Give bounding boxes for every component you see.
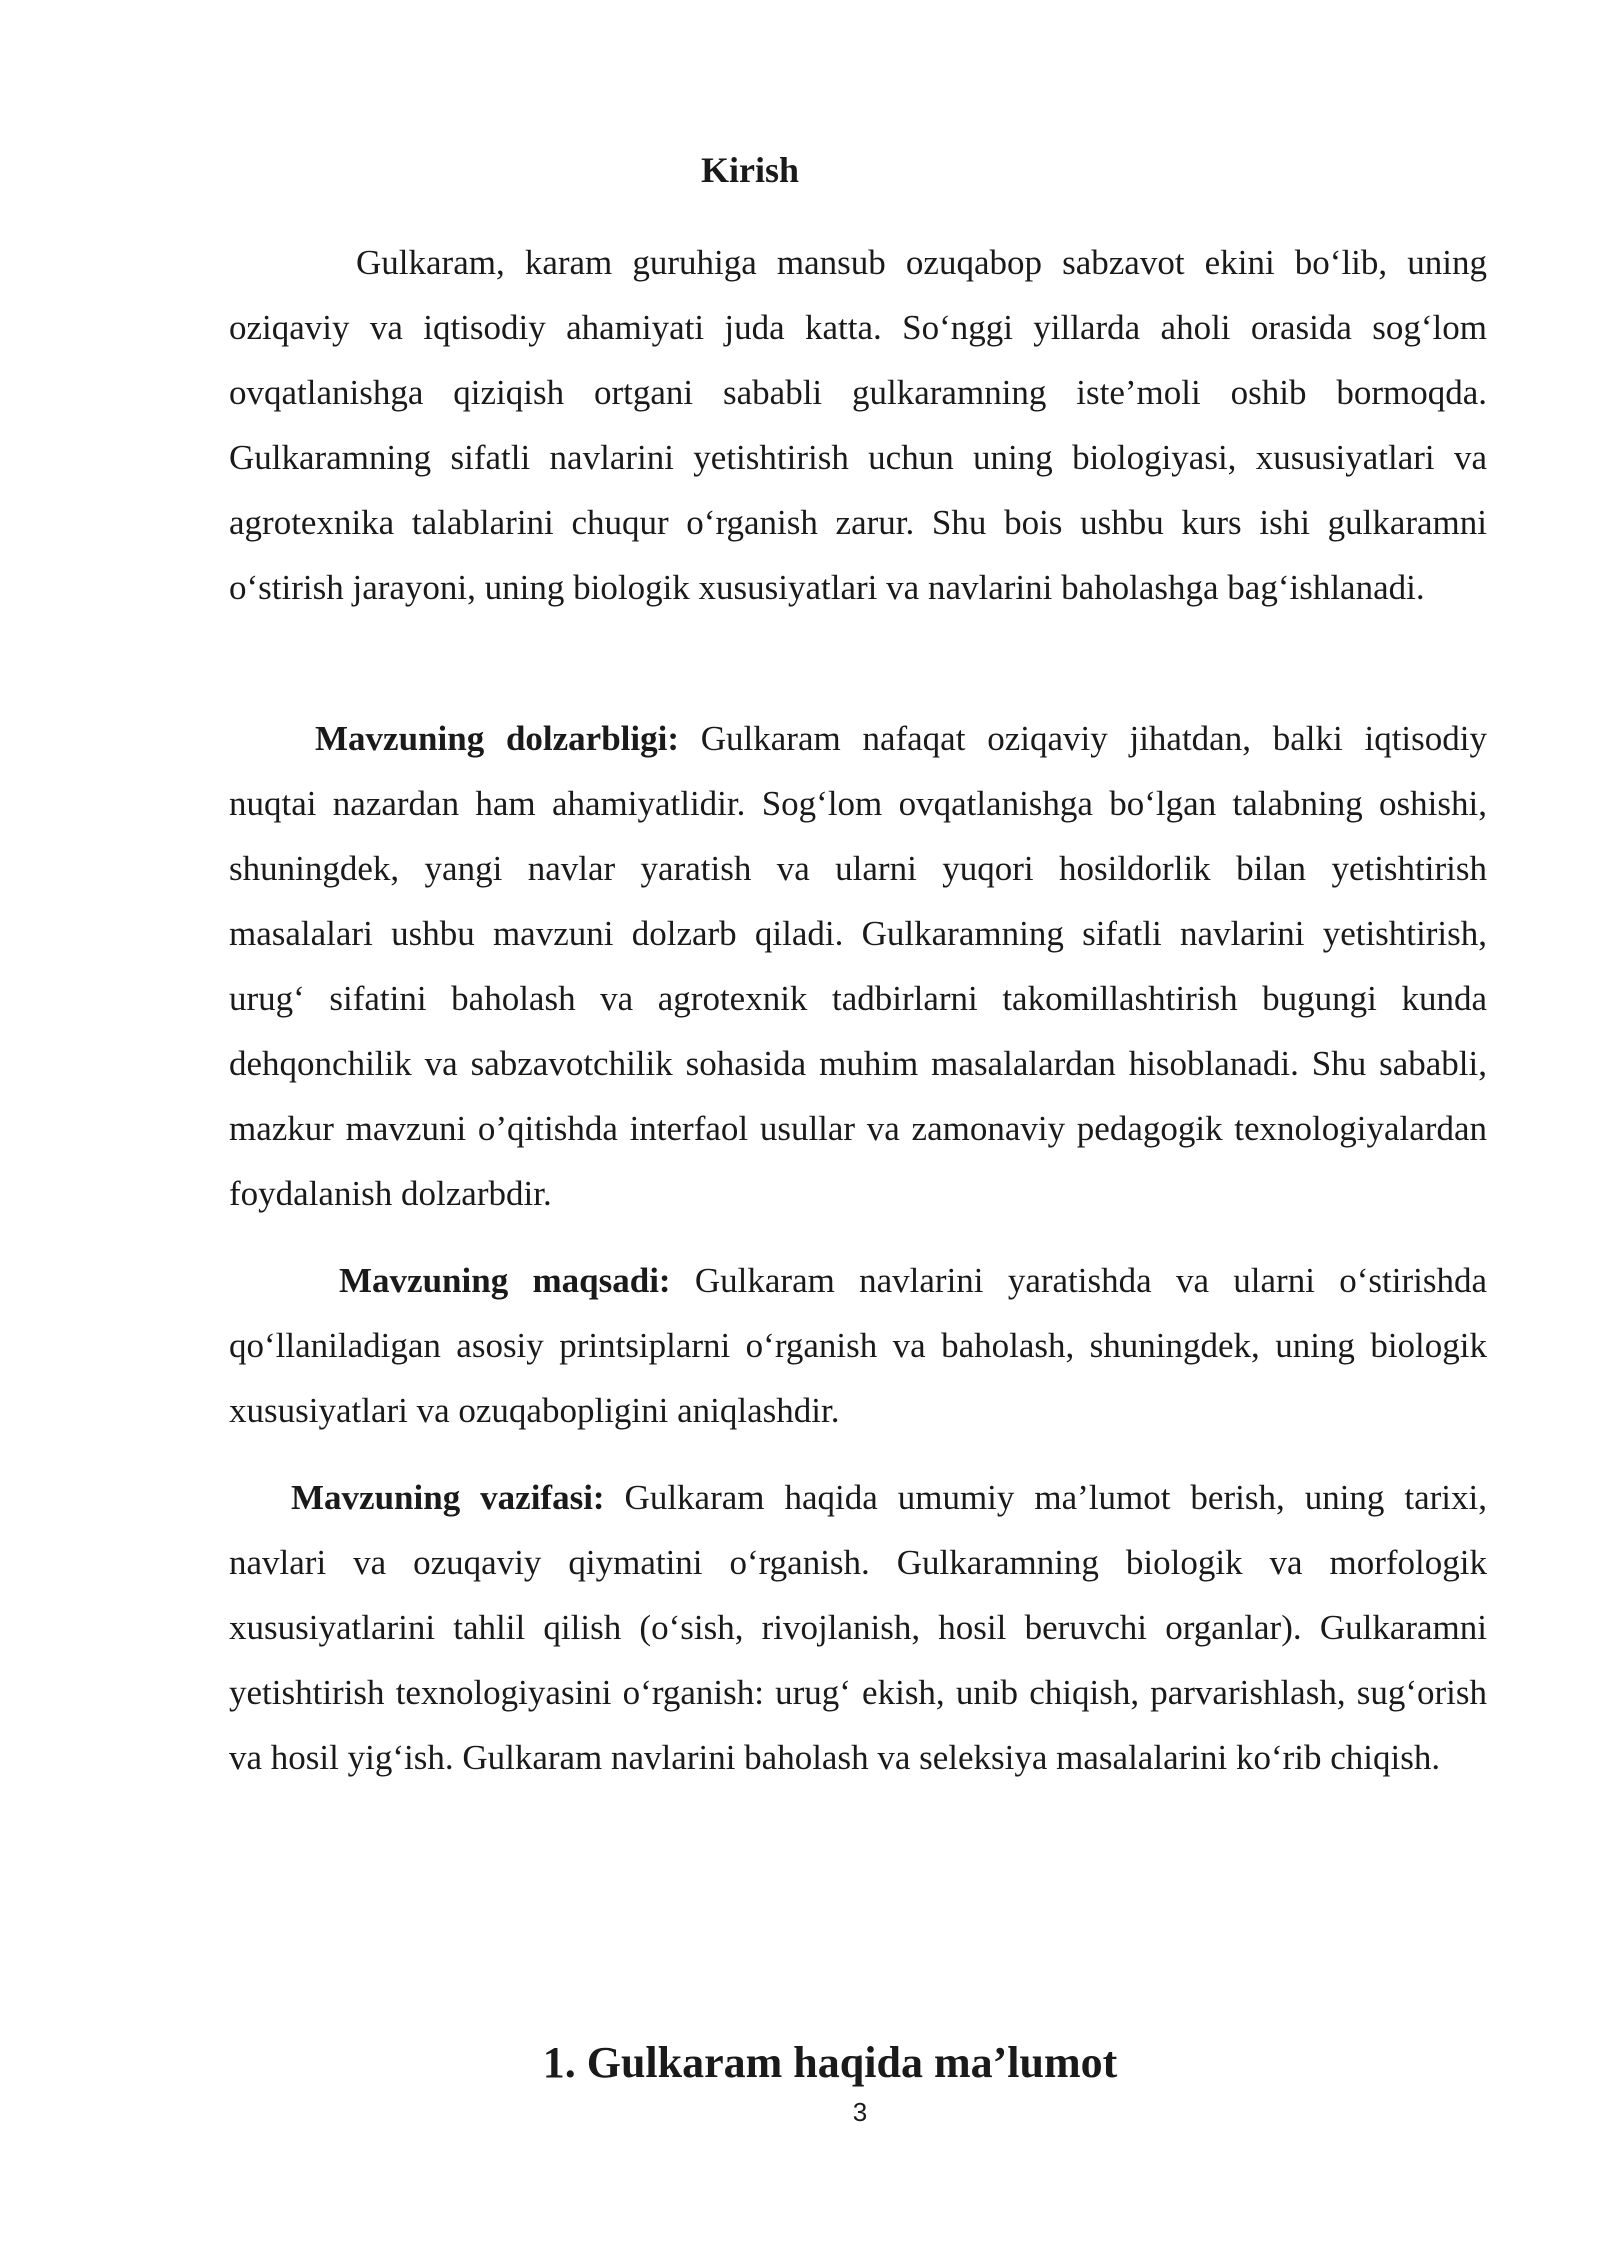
purpose-text: Gulkaram navlarini yaratishda va ularni o‘stirishda qo‘llaniladigan asosiy printsiplarni o‘rganish va baholash, shuningdek, uning biologik xususiyatlari va ozuqabopligini aniqlashdir. xyxy=(229,1261,1487,1430)
tasks-label: Mavzuning vazifasi: xyxy=(291,1478,605,1517)
relevance-text: Gulkaram nafaqat oziqaviy jihatdan, balki iqtisodiy nuqtai nazardan ham ahamiyatlidir. Sog‘lom ovqatlanishga bo‘lgan talabning oshishi, shuningdek, yangi navlar yaratish va ularni yuqori hosildorlik bilan yetishtirish masalalari ushbu mavzuni dolzarb qiladi. Gulkaramning sifatli navlarini yetishtirish, urug‘ sifatini baholash va agrotexnik tadbirlarni takomillashtirish bugungi kunda dehqonchilik va sabzavotchilik sohasida muhim masalalardan hisoblanadi. Shu sababli, mazkur mavzuni o’qitishda interfaol usullar va zamonaviy pedagogik texnologiyalardan foydalanish dolzarbdir. xyxy=(229,719,1487,1213)
purpose-label: Mavzuning maqsadi: xyxy=(339,1261,671,1300)
purpose-paragraph xyxy=(229,1248,1487,1443)
tasks-paragraph xyxy=(229,1465,1487,1790)
intro-heading: Kirish xyxy=(700,150,799,190)
relevance-label: Mavzuning dolzarbligi: xyxy=(315,719,679,758)
page-number: 3 xyxy=(852,2097,868,2127)
section-heading: 1. Gulkaram haqida ma’lumot xyxy=(542,2038,1118,2087)
intro-paragraph: Gulkaram, karam guruhiga mansub ozuqabop sabzavot ekini bo‘lib, uning oziqaviy va iqtisodiy ahamiyati juda katta. So‘nggi yillarda aholi orasida sog‘lom ovqatlanishga qiziqish ortgani sababli gulkaramning iste’moli oshib bormoqda. Gulkaramning sifatli navlarini yetishtirish uchun uning biologiyasi, xususiyatlari va agrotexnika talablarini chuqur o‘rganish zarur. Shu bois ushbu kurs ishi gulkaramni o‘stirish jarayoni, uning biologik xususiyatlari va navlarini baholashga bag‘ishlanadi. xyxy=(229,243,1487,607)
relevance-paragraph xyxy=(229,706,1487,1226)
tasks-text: Gulkaram haqida umumiy ma’lumot berish, uning tarixi, navlari va ozuqaviy qiymatini o‘rganish. Gulkaramning biologik va morfologik xususiyatlarini tahlil qilish (o‘sish, rivojlanish, hosil beruvchi organlar). Gulkaramni yetishtirish texnologiyasini o‘rganish: urug‘ ekish, unib chiqish, parvarishlash, sug‘orish va hosil yig‘ish. Gulkaram navlarini baholash va seleksiya masalalarini ko‘rib chiqish. xyxy=(229,1478,1487,1777)
